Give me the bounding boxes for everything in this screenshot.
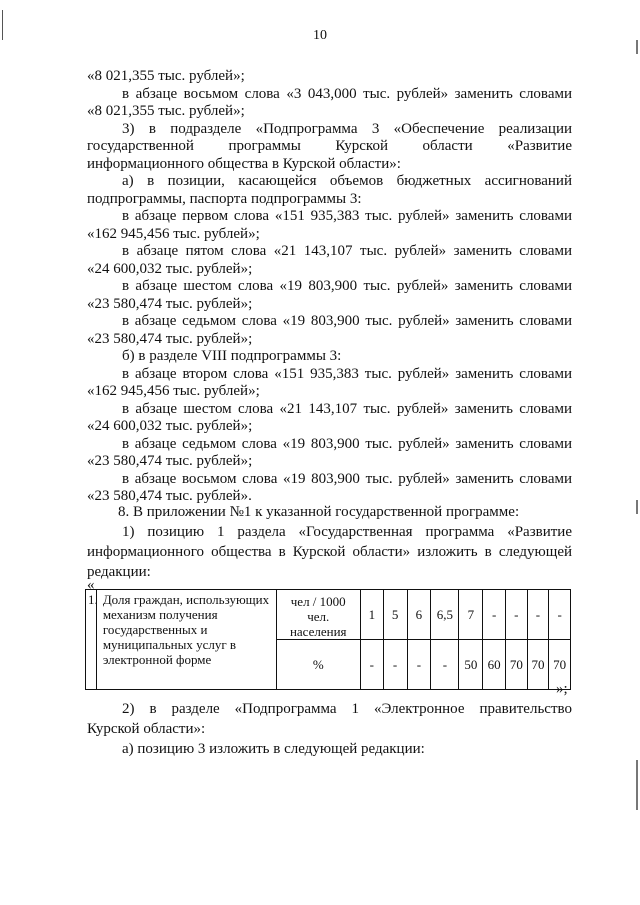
value-cell: 1 <box>360 590 383 640</box>
indicator-name: Доля граждан, использующих механизм получения государственных и муниципальных услуг в электронной форме <box>96 590 276 690</box>
unit-cell: % <box>276 640 360 690</box>
value-cell: 70 <box>549 640 571 690</box>
text-line: 3) в подразделе «Подпрограмма 3 «Обеспечение реализации <box>122 120 572 137</box>
text-line: «162 945,456 тыс. рублей»; <box>87 225 260 242</box>
value-cell: - <box>483 590 506 640</box>
text-line: в абзаце шестом слова «19 803,900 тыс. рублей» заменить словами <box>122 278 572 294</box>
text-line: «24 600,032 тыс. рублей»; <box>87 418 253 434</box>
text-line: а) в позиции, касающейся объемов бюджетных ассигнований <box>122 173 572 189</box>
text-line: Курской области»: <box>87 721 206 737</box>
value-cell: 6,5 <box>431 590 459 640</box>
page-number: 10 <box>313 28 327 43</box>
text-line: в абзаце пятом слова «21 143,107 тыс. рублей» заменить словами <box>122 243 572 259</box>
value-cell: - <box>431 640 459 690</box>
scan-margin-mark <box>636 760 638 810</box>
value-cell: - <box>549 590 571 640</box>
value-cell: - <box>527 590 549 640</box>
close-quote: »; <box>556 681 568 697</box>
text-line: в абзаце втором слова «151 935,383 тыс. рублей» заменить словами <box>122 365 572 382</box>
text-line: «23 580,474 тыс. рублей»; <box>87 330 253 347</box>
value-cell: - <box>407 640 431 690</box>
value-cell: - <box>360 640 383 690</box>
text-line: информационного общества в Курской области» изложить в следующей <box>87 544 572 560</box>
indicator-table <box>85 589 571 690</box>
text-line: б) в разделе VIII подпрограммы 3: <box>122 348 342 364</box>
value-cell: 5 <box>383 590 407 640</box>
text-line: подпрограммы, паспорта подпрограммы 3: <box>87 190 362 207</box>
value-cell: - <box>383 640 407 690</box>
text-line: в абзаце восьмом слова «19 803,900 тыс. рублей» заменить словами <box>122 470 572 487</box>
value-cell: 60 <box>483 640 506 690</box>
text-line: «8 021,355 тыс. рублей»; <box>87 103 245 119</box>
text-line: 1) позицию 1 раздела «Государственная программа «Развитие <box>122 524 572 540</box>
text-line: «23 580,474 тыс. рублей»; <box>87 295 253 312</box>
text-line: 2) в разделе «Подпрограмма 1 «Электронное правительство <box>122 701 572 717</box>
row-number: 1. <box>86 590 97 690</box>
text-line: «24 600,032 тыс. рублей»; <box>87 260 253 277</box>
text-line: в абзаце восьмом слова «3 043,000 тыс. рублей» заменить словами <box>122 85 572 102</box>
open-quote: « <box>87 577 95 593</box>
text-line: а) позицию 3 изложить в следующей редакции: <box>122 741 425 757</box>
text-line: в абзаце седьмом слова «19 803,900 тыс. рублей» заменить словами <box>122 435 572 452</box>
text-line: в абзаце первом слова «151 935,383 тыс. рублей» заменить словами <box>122 208 572 224</box>
text-line: «162 945,456 тыс. рублей»; <box>87 383 260 399</box>
value-cell: 6 <box>407 590 431 640</box>
text-line: государственной программы Курской области «Развитие <box>87 138 572 154</box>
text-line: «23 580,474 тыс. рублей»; <box>87 453 253 469</box>
table-row <box>86 590 571 640</box>
value-cell: 7 <box>459 590 483 640</box>
value-cell: - <box>506 590 528 640</box>
unit-cell: чел / 1000 чел. населения <box>276 590 360 640</box>
text-line: информационного общества в Курской области»: <box>87 155 401 172</box>
text-line: «23 580,474 тыс. рублей». <box>87 488 252 504</box>
text-line-paragraph-8: 8. В приложении №1 к указанной государственной программе: <box>118 504 520 520</box>
value-cell: 70 <box>527 640 549 690</box>
text-line: в абзаце седьмом слова «19 803,900 тыс. рублей» заменить словами <box>122 313 572 329</box>
value-cell: 50 <box>459 640 483 690</box>
text-line: «8 021,355 тыс. рублей»; <box>87 68 245 84</box>
text-line: редакции: <box>87 564 151 580</box>
scan-margin-mark <box>636 500 638 514</box>
text-line: в абзаце шестом слова «21 143,107 тыс. рублей» заменить словами <box>122 400 572 417</box>
value-cell: 70 <box>506 640 528 690</box>
